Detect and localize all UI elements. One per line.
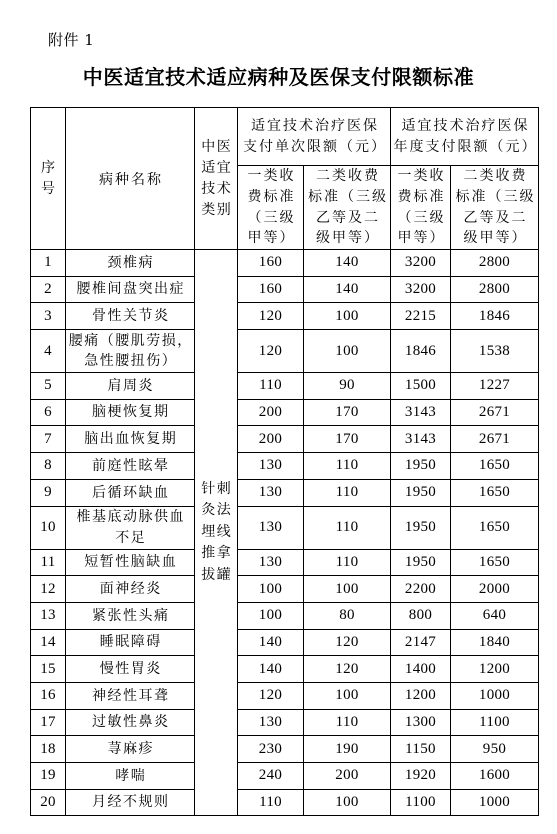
annual-limit-class2: 2800: [451, 276, 539, 303]
single-limit-class2: 80: [304, 602, 391, 629]
table-row: [31, 479, 539, 506]
annual-limit-class2: 2000: [451, 576, 539, 603]
annual-limit-class2: 1840: [451, 629, 539, 656]
header-single-class1: [238, 166, 304, 250]
disease-name-cell: [66, 506, 195, 549]
row-number: 20: [31, 789, 66, 816]
disease-name-cell: [66, 276, 195, 303]
header-line: 甲等）: [247, 230, 296, 247]
row-number: 7: [31, 426, 66, 453]
table-row: [31, 303, 539, 330]
annual-limit-class1: 1950: [391, 549, 451, 576]
table-row: [31, 682, 539, 709]
row-number: 11: [31, 549, 66, 576]
single-limit-class1: 200: [238, 399, 304, 426]
row-number: 4: [31, 330, 66, 373]
disease-name: 脑梗恢复期: [92, 404, 170, 421]
row-number: 2: [31, 276, 66, 303]
disease-name-cell: [66, 399, 195, 426]
row-number: 3: [31, 303, 66, 330]
header-annual-class2: [451, 166, 539, 250]
disease-name: 月经不规则: [92, 794, 170, 811]
annual-limit-class1: 1950: [391, 479, 451, 506]
single-limit-class2: 100: [304, 682, 391, 709]
row-number: 14: [31, 629, 66, 656]
disease-name: 过敏性鼻炎: [92, 714, 170, 731]
table-row: [31, 602, 539, 629]
annual-limit-class2: 950: [451, 736, 539, 763]
row-number: 1: [31, 250, 66, 277]
single-limit-class1: 100: [238, 602, 304, 629]
disease-name-cell: [66, 629, 195, 656]
single-limit-class1: 130: [238, 453, 304, 480]
header-line: 标准（三级: [308, 188, 388, 205]
single-limit-class1: 130: [238, 709, 304, 736]
disease-name: 面神经炎: [99, 580, 162, 597]
disease-name-cell: [66, 763, 195, 790]
header-line: 费标准: [397, 188, 446, 205]
disease-name: 颈椎病: [107, 254, 154, 271]
row-number: 15: [31, 656, 66, 683]
single-limit-class2: 140: [304, 250, 391, 277]
table-row: [31, 399, 539, 426]
annual-limit-class1: 3200: [391, 250, 451, 277]
single-limit-class1: 120: [238, 330, 304, 373]
single-limit-class2: 110: [304, 549, 391, 576]
table-row: [31, 453, 539, 480]
table-row: [31, 576, 539, 603]
single-limit-class1: 140: [238, 656, 304, 683]
table-row: [31, 789, 539, 816]
single-limit-class2: 120: [304, 656, 391, 683]
disease-name: 腰椎间盘突出症: [76, 281, 185, 298]
annual-limit-class2: 1100: [451, 709, 539, 736]
row-number: 8: [31, 453, 66, 480]
header-seq: 序号: [41, 159, 57, 197]
annual-limit-class2: 1000: [451, 682, 539, 709]
single-limit-class1: 200: [238, 426, 304, 453]
table-row: [31, 373, 539, 400]
header-line: 级甲等）: [463, 230, 528, 247]
table-row: [31, 506, 539, 549]
annual-limit-class2: 1650: [451, 549, 539, 576]
annual-limit-class1: 1950: [391, 506, 451, 549]
header-single-limit: [238, 108, 391, 166]
annual-limit-class1: 800: [391, 602, 451, 629]
disease-name: 腰痛（腰肌劳损，急性腰扭伤）: [68, 332, 193, 370]
header-line: 年度支付限额（元）: [393, 138, 538, 155]
annual-limit-class2: 2800: [451, 250, 539, 277]
header-seq-cell: [31, 108, 66, 250]
header-row-top: [31, 108, 539, 166]
disease-name: 哮喘: [115, 767, 147, 784]
disease-name-cell: [66, 789, 195, 816]
disease-name-cell: [66, 373, 195, 400]
annual-limit-class1: 1150: [391, 736, 451, 763]
header-line: （三级: [397, 209, 446, 226]
single-limit-class1: 120: [238, 682, 304, 709]
single-limit-class2: 100: [304, 789, 391, 816]
table-row: [31, 426, 539, 453]
attachment-label: 附件 1: [48, 31, 95, 49]
single-limit-class1: 160: [238, 250, 304, 277]
table-row: [31, 656, 539, 683]
header-line: 费标准: [247, 188, 296, 205]
disease-name-cell: [66, 576, 195, 603]
annual-limit-class2: 1650: [451, 453, 539, 480]
header-technique-category: 中医适宜技术类别: [201, 138, 233, 218]
single-limit-class1: 120: [238, 303, 304, 330]
single-limit-class1: 110: [238, 789, 304, 816]
annual-limit-class1: 1950: [391, 453, 451, 480]
header-single-class2: [304, 166, 391, 250]
row-number: 5: [31, 373, 66, 400]
header-disease-name-cell: [66, 108, 195, 250]
annual-limit-class1: 3200: [391, 276, 451, 303]
disease-name-cell: [66, 426, 195, 453]
disease-name: 睡眠障碍: [99, 634, 162, 651]
row-number: 12: [31, 576, 66, 603]
annual-limit-class2: 1650: [451, 506, 539, 549]
row-number: 6: [31, 399, 66, 426]
single-limit-class2: 190: [304, 736, 391, 763]
single-limit-class2: 170: [304, 399, 391, 426]
single-limit-class1: 130: [238, 479, 304, 506]
header-disease-name: 病种名称: [99, 171, 163, 188]
disease-name-cell: [66, 479, 195, 506]
header-technique-category-cell: [195, 108, 238, 250]
annual-limit-class1: 1846: [391, 330, 451, 373]
table-row: [31, 736, 539, 763]
row-number: 17: [31, 709, 66, 736]
disease-name-cell: [66, 682, 195, 709]
annual-limit-class2: 640: [451, 602, 539, 629]
row-number: 18: [31, 736, 66, 763]
header-line: 级甲等）: [316, 230, 380, 247]
header-line: 乙等及二: [316, 209, 380, 226]
annual-limit-class1: 1300: [391, 709, 451, 736]
annual-limit-class1: 1100: [391, 789, 451, 816]
disease-name: 荨麻疹: [107, 741, 154, 758]
annual-limit-class2: 1650: [451, 479, 539, 506]
disease-name: 脑出血恢复期: [84, 431, 178, 448]
single-limit-class1: 160: [238, 276, 304, 303]
disease-name-cell: [66, 250, 195, 277]
annual-limit-class2: 1846: [451, 303, 539, 330]
annual-limit-class2: 1538: [451, 330, 539, 373]
single-limit-class1: 130: [238, 549, 304, 576]
annual-limit-class1: 3143: [391, 426, 451, 453]
annual-limit-class2: 1600: [451, 763, 539, 790]
row-number: 13: [31, 602, 66, 629]
header-line: 一类收: [247, 168, 296, 185]
single-limit-class2: 90: [304, 373, 391, 400]
single-limit-class2: 100: [304, 303, 391, 330]
disease-name: 神经性耳聋: [92, 687, 170, 704]
disease-name: 肩周炎: [107, 377, 154, 394]
disease-name: 前庭性眩晕: [92, 457, 170, 474]
row-number: 16: [31, 682, 66, 709]
table-row: [31, 250, 539, 277]
single-limit-class2: 200: [304, 763, 391, 790]
single-limit-class1: 140: [238, 629, 304, 656]
row-number: 19: [31, 763, 66, 790]
single-limit-class2: 110: [304, 506, 391, 549]
annual-limit-class1: 1200: [391, 682, 451, 709]
annual-limit-class2: 2671: [451, 426, 539, 453]
header-annual-class1: [391, 166, 451, 250]
header-line: 二类收费: [316, 168, 380, 185]
table-row: [31, 276, 539, 303]
table-row: [31, 330, 539, 373]
single-limit-class2: 100: [304, 330, 391, 373]
annual-limit-class2: 1200: [451, 656, 539, 683]
single-limit-class2: 170: [304, 426, 391, 453]
header-line: 支付单次限额（元）: [243, 138, 387, 155]
annual-limit-class1: 2147: [391, 629, 451, 656]
header-line: 适宜技术治疗医保: [251, 117, 379, 134]
document-title: 中医适宜技术适应病种及医保支付限额标准: [82, 65, 475, 89]
single-limit-class2: 140: [304, 276, 391, 303]
disease-name-cell: [66, 330, 195, 373]
single-limit-class2: 110: [304, 709, 391, 736]
disease-name: 骨性关节炎: [92, 308, 170, 325]
disease-name-cell: [66, 303, 195, 330]
limit-standard-table: [30, 107, 539, 816]
header-line: 适宜技术治疗医保: [401, 117, 530, 134]
single-limit-class2: 110: [304, 479, 391, 506]
single-limit-class2: 110: [304, 453, 391, 480]
single-limit-class1: 100: [238, 576, 304, 603]
header-line: 乙等及二: [463, 209, 528, 226]
single-limit-class1: 130: [238, 506, 304, 549]
annual-limit-class1: 2200: [391, 576, 451, 603]
annual-limit-class1: 1500: [391, 373, 451, 400]
row-number: 9: [31, 479, 66, 506]
table-row: [31, 549, 539, 576]
disease-name-cell: [66, 602, 195, 629]
single-limit-class2: 100: [304, 576, 391, 603]
disease-name: 紧张性头痛: [92, 607, 170, 624]
disease-name: 短暂性脑缺血: [84, 554, 178, 571]
technique-category-cell: [195, 250, 238, 816]
header-line: 标准（三级: [455, 188, 536, 205]
annual-limit-class1: 3143: [391, 399, 451, 426]
annual-limit-class2: 1000: [451, 789, 539, 816]
single-limit-class1: 110: [238, 373, 304, 400]
header-line: （三级: [247, 209, 296, 226]
annual-limit-class1: 1920: [391, 763, 451, 790]
disease-name: 慢性胃炎: [99, 660, 162, 677]
header-line: 二类收费: [463, 168, 528, 185]
disease-name-cell: [66, 736, 195, 763]
table-row: [31, 629, 539, 656]
single-limit-class1: 240: [238, 763, 304, 790]
disease-name-cell: [66, 709, 195, 736]
annual-limit-class2: 2671: [451, 399, 539, 426]
single-limit-class2: 120: [304, 629, 391, 656]
header-line: 甲等）: [397, 230, 446, 247]
row-number: 10: [31, 506, 66, 549]
technique-category: 针刺灸法埋线推拿拔罐: [201, 480, 233, 583]
annual-limit-class2: 1227: [451, 373, 539, 400]
annual-limit-class1: 2215: [391, 303, 451, 330]
disease-name-cell: [66, 453, 195, 480]
disease-name-cell: [66, 656, 195, 683]
disease-name: 椎基底动脉供血不足: [76, 509, 185, 546]
header-annual-limit: [391, 108, 539, 166]
header-line: 一类收: [397, 168, 446, 185]
annual-limit-class1: 1400: [391, 656, 451, 683]
disease-name: 后循环缺血: [92, 484, 170, 501]
table-row: [31, 763, 539, 790]
disease-name-cell: [66, 549, 195, 576]
single-limit-class1: 230: [238, 736, 304, 763]
table-row: [31, 709, 539, 736]
